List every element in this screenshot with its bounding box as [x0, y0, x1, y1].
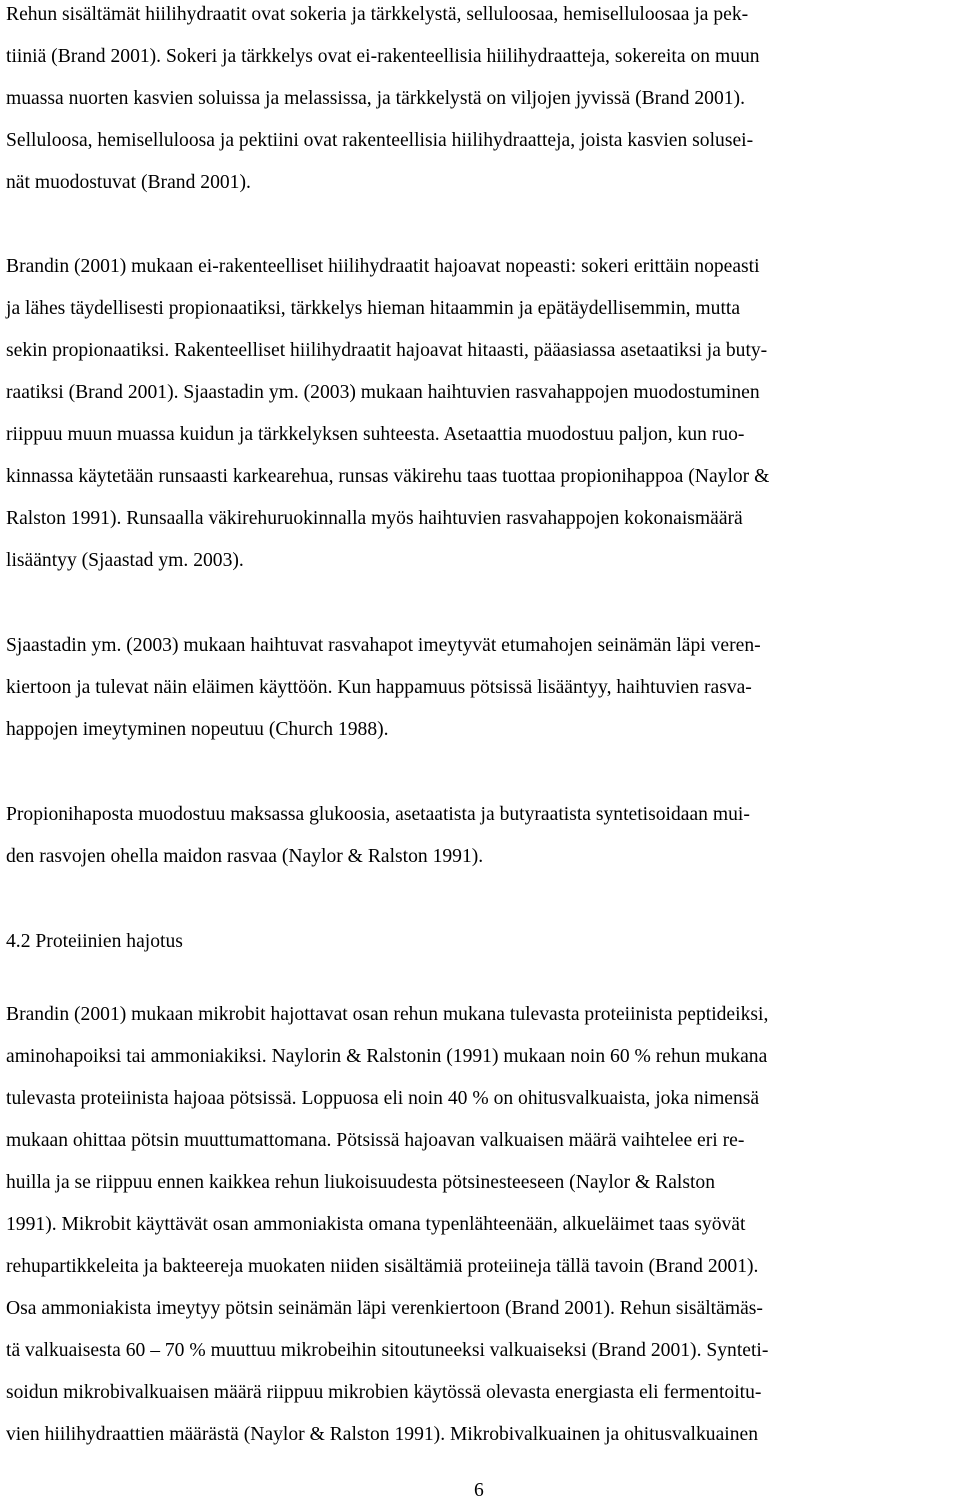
text-line: raatiksi (Brand 2001). Sjaastadin ym. (2003) mukaan haihtuvien rasvahappojen muodostuminen: [6, 382, 760, 403]
text-line: vien hiilihydraattien määrästä (Naylor & Ralston 1991). Mikrobivalkuainen ja ohitusvalkuainen: [6, 1424, 758, 1445]
text-line: ja lähes täydellisesti propionaatiksi, tärkkelys hieman hitaammin ja epätäydellisemmin, mutta: [6, 298, 741, 319]
text-line: nät muodostuvat (Brand 2001).: [6, 172, 251, 193]
section-heading: 4.2 Proteiinien hajotus: [6, 931, 183, 952]
text-line: kiertoon ja tulevat näin eläimen käyttöön. Kun happamuus pötsissä lisääntyy, haihtuvien rasva-: [6, 677, 752, 698]
text-line: huilla ja se riippuu ennen kaikkea rehun liukoisuudesta pötsinesteeseen (Naylor & Ralston: [6, 1172, 716, 1193]
text-line: Rehun sisältämät hiilihydraatit ovat sokeria ja tärkkelystä, selluloosaa, hemiselluloosaa ja pek-: [6, 4, 749, 25]
text-line: Brandin (2001) mukaan mikrobit hajottavat osan rehun mukana tulevasta proteiinista peptideiksi,: [6, 1004, 769, 1025]
text-line: sekin propionaatiksi. Rakenteelliset hiilihydraatit hajoavat hitaasti, pääasiassa asetaatiksi ja buty-: [6, 340, 768, 361]
text-line: riippuu muun muassa kuidun ja tärkkelyksen suhteesta. Asetaattia muodostuu paljon, kun ruo-: [6, 424, 745, 445]
text-line: Osa ammoniakista imeytyy pötsin seinämän läpi verenkiertoon (Brand 2001). Rehun sisältämäs-: [6, 1298, 763, 1319]
text-line: Sjaastadin ym. (2003) mukaan haihtuvat rasvahapot imeytyvät etumahojen seinämän läpi veren-: [6, 635, 761, 656]
text-line: Brandin (2001) mukaan ei-rakenteelliset hiilihydraatit hajoavat nopeasti: sokeri erittäin nopeasti: [6, 256, 760, 277]
text-line: tä valkuaisesta 60 – 70 % muuttuu mikrobeihin sitoutuneeksi valkuaiseksi (Brand 2001). Synteti-: [6, 1340, 769, 1361]
text-line: aminohapoiksi tai ammoniakiksi. Naylorin & Ralstonin (1991) mukaan noin 60 % rehun mukana: [6, 1046, 768, 1067]
text-line: soidun mikrobivalkuaisen määrä riippuu mikrobien käytössä olevasta energiasta eli fermentoitu-: [6, 1382, 762, 1403]
page-number: 6: [474, 1480, 484, 1501]
text-line: rehupartikkeleita ja bakteereja muokaten niiden sisältämiä proteiineja tällä tavoin (Brand 2001).: [6, 1256, 759, 1277]
text-line: mukaan ohittaa pötsin muuttumattomana. Pötsissä hajoavan valkuaisen määrä vaihtelee eri re-: [6, 1130, 745, 1151]
text-line: Propionihaposta muodostuu maksassa glukoosia, asetaatista ja butyraatista syntetisoidaan mui-: [6, 804, 750, 825]
text-line: happojen imeytyminen nopeutuu (Church 1988).: [6, 719, 389, 740]
text-line: den rasvojen ohella maidon rasvaa (Naylor & Ralston 1991).: [6, 846, 484, 867]
text-line: tiiniä (Brand 2001). Sokeri ja tärkkelys ovat ei-rakenteellisia hiilihydraatteja, sokereita on muun: [6, 46, 760, 67]
text-line: 1991). Mikrobit käyttävät osan ammoniakista omana typenlähteenään, alkueläimet taas syövät: [6, 1214, 746, 1235]
text-line: lisääntyy (Sjaastad ym. 2003).: [6, 550, 244, 571]
text-line: kinnassa käytetään runsaasti karkearehua, runsas väkirehu taas tuottaa propionihappoa (Naylor &: [6, 466, 770, 487]
text-line: Selluloosa, hemiselluloosa ja pektiini ovat rakenteellisia hiilihydraatteja, joista kasvien solusei-: [6, 130, 754, 151]
text-line: Ralston 1991). Runsaalla väkirehuruokinnalla myös haihtuvien rasvahappojen kokonaismäärä: [6, 508, 743, 529]
text-line: muassa nuorten kasvien soluissa ja melassissa, ja tärkkelystä on viljojen jyvissä (Brand 2001).: [6, 88, 745, 109]
text-line: tulevasta proteiinista hajoaa pötsissä. Loppuosa eli noin 40 % on ohitusvalkuaista, joka nimensä: [6, 1088, 760, 1109]
